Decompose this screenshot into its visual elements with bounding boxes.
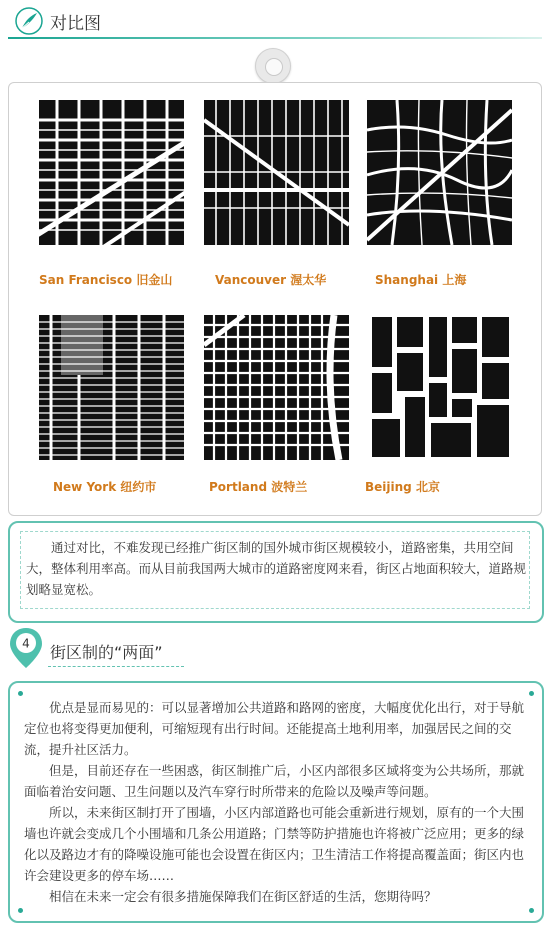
paragraph: 但是，目前还存在一些困惑，街区制推广后，小区内部很多区域将变为公共场所，那就面临着治安问题、卫生问题以及汽车穿行时所带来的危险以及噪声等问题。 [24,763,525,799]
paragraph: 所以，未来街区制打开了围墙，小区内部道路也可能会重新进行规划，原有的一个大围墙也许就会变成几个小围墙和几条公用道路；门禁等防护措施也许将被广泛应用；更多的绿化以及路边才有的降噪设施可能也会设置在街区内；卫生清洁工作将提高覆盖面；街区内也许会建设更多的停车场…… [24,805,525,883]
section-divider [48,666,184,667]
feather-icon [14,6,44,36]
city-label: Portland 波特兰 [209,480,308,494]
page-title: 对比图 [50,14,101,34]
map-portland [204,315,349,460]
paragraph: 相信在未来一定会有很多措施保障我们在街区舒适的生活，您期待吗？ [49,889,437,904]
map-shanghai [367,100,512,245]
map-new-york [39,315,184,460]
header-divider [8,37,542,39]
map-beijing [367,315,512,460]
corner-dot [18,908,23,913]
corner-dot [18,691,23,696]
comparison-card [8,82,542,516]
svg-text:4: 4 [22,636,30,651]
map-vancouver [204,100,349,245]
corner-dot [529,908,534,913]
city-label: Shanghai 上海 [375,273,467,287]
city-label: San Francisco 旧金山 [39,273,173,287]
city-label: New York 纽约市 [53,480,157,494]
summary-text: 通过对比，不难发现已经推广街区制的国外城市街区规模较小，道路密集，共用空间大，整体利用率高。而从目前我国两大城市的道路密度网来看，街区占地面积较大，道路规划略显宽松。 [26,540,527,597]
city-label: Beijing 北京 [365,480,440,494]
city-label: Vancouver 渥太华 [215,273,327,287]
summary-card [8,521,544,623]
map-san-francisco [39,100,184,245]
detail-card [8,681,544,923]
pin-ornament [255,48,291,84]
section-title: 街区制的“两面” [50,643,163,662]
header [0,0,550,44]
corner-dot [529,691,534,696]
location-pin-icon [8,626,44,670]
paragraph: 优点是显而易见的：可以显著增加公共道路和路网的密度，大幅度优化出行，对于导航定位也将变得更加便利，可缩短现有出行时间。还能提高土地利用率，加强居民之间的交流，提升社区活力。 [24,700,525,757]
